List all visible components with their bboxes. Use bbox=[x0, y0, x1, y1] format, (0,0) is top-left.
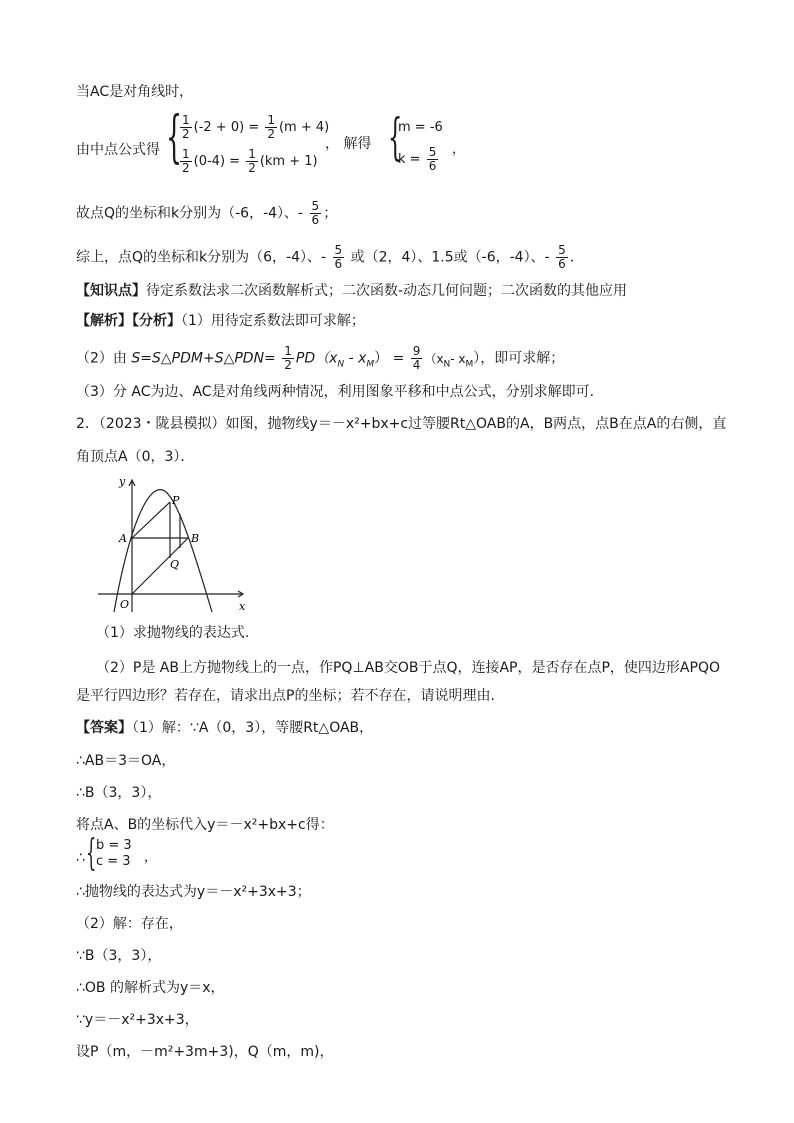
answer-line-2: ∴AB＝3＝OA， bbox=[76, 753, 176, 769]
answer-line-7: （2）解：存在， bbox=[76, 916, 183, 932]
analysis-line: 【解析】【分析】（1）用待定系数法即可求解； bbox=[76, 313, 365, 329]
answer-system-lead: ∴ bbox=[76, 850, 85, 866]
label-q: Q bbox=[170, 558, 180, 571]
right-brace: { bbox=[388, 108, 403, 166]
answer-line-6: ∴抛物线的表达式为y＝－x²+3x+3； bbox=[76, 884, 311, 900]
label-a: A bbox=[119, 532, 127, 545]
problem-2-line-2: 角顶点A（0，3）． bbox=[76, 449, 195, 465]
answer-system-row-1: b = 3 bbox=[96, 838, 132, 853]
text-line-8: （3）分 AC为边、AC是对角线两种情况，利用图象平移和中点公式，分别求解即可． bbox=[76, 384, 604, 400]
equation-row-2: $\frac{1}{2}$ (0-4) = $\frac{1}{2}$ (km + 1) bbox=[182, 147, 318, 175]
answer-system-row-2: c = 3 bbox=[96, 854, 131, 869]
label-o: O bbox=[120, 598, 130, 611]
text-line-4: 综上，点Q的坐标和k分别为（6，-4）、- $\frac{5}{6}$ 或（2，4）、1.5或（-6，-4）、- $\frac{5}{6}$ ． bbox=[76, 243, 584, 271]
answer-line-8: ∵B（3，3）， bbox=[76, 948, 162, 964]
solution-k: k = $\frac{5}{6}$ bbox=[398, 145, 437, 173]
text-line-7: （2）由 S=S△PDM+S△PDN= $\frac{1}{2}$ $PD(x_N - x_M)$ = $\frac{9}{4}$ （$x_N-$ $x_M$），即可求解； bbox=[76, 344, 565, 372]
answer-brace: { bbox=[86, 833, 97, 874]
answer-system-tail: ， bbox=[144, 850, 158, 865]
midpoint-formula-prefix: 由中点公式得 bbox=[76, 142, 160, 158]
problem-2-line-1: 2．（2023・陇县模拟）如图，抛物线y＝－x²+bx+c过等腰Rt△OAB的A，B两点，点B在点A的右侧，直 bbox=[76, 416, 727, 432]
question-1: （1）求抛物线的表达式. bbox=[96, 625, 250, 641]
knowledge-point-line: 【知识点】待定系数法求二次函数解析式；二次函数-动态几何问题；二次函数的其他应用 bbox=[76, 283, 628, 299]
equation-row-1: $\frac{1}{2}$ (-2 + 0) = $\frac{1}{2}$ (m + 4) bbox=[182, 113, 330, 141]
question-2-line-1: （2）P是 AB上方抛物线上的一点，作PQ⊥AB交OB于点Q，连接AP，是否存在点P，使四边形APQO bbox=[96, 660, 720, 676]
answer-line-10: ∵y＝－x²+3x+3， bbox=[76, 1012, 199, 1028]
text-line-3: 故点Q的坐标和k分别为（-6，-4）、- $\frac{5}{6}$ ； bbox=[76, 199, 338, 227]
answer-line-11: 设P（m，－m²+3m+3)，Q（m，m)， bbox=[76, 1044, 334, 1060]
answer-line-9: ∴OB 的解析式为y＝x， bbox=[76, 980, 225, 996]
label-x: x bbox=[239, 600, 246, 613]
question-2-line-2: 是平行四边形？若存在，请求出点P的坐标；若不存在，请说明理由. bbox=[76, 688, 495, 704]
solution-m: m = -6 bbox=[398, 120, 443, 135]
left-brace: { bbox=[166, 105, 183, 170]
answer-line-4: 将点A、B的坐标代入y＝－x²+bx+c得： bbox=[76, 817, 334, 833]
label-y: y bbox=[119, 475, 126, 488]
answer-line-3: ∴B（3，3）， bbox=[76, 785, 162, 801]
label-p: P bbox=[172, 494, 180, 507]
text-line-1: 当AC是对角线时， bbox=[76, 84, 194, 100]
solve-label: ， 解得 bbox=[325, 136, 372, 152]
answer-line-1: 【答案】（1）解：∵A（0，3），等腰Rt△OAB， bbox=[76, 720, 374, 736]
parabola-figure bbox=[92, 472, 257, 617]
solution-tail: ， bbox=[452, 142, 466, 157]
label-b: B bbox=[191, 532, 200, 545]
